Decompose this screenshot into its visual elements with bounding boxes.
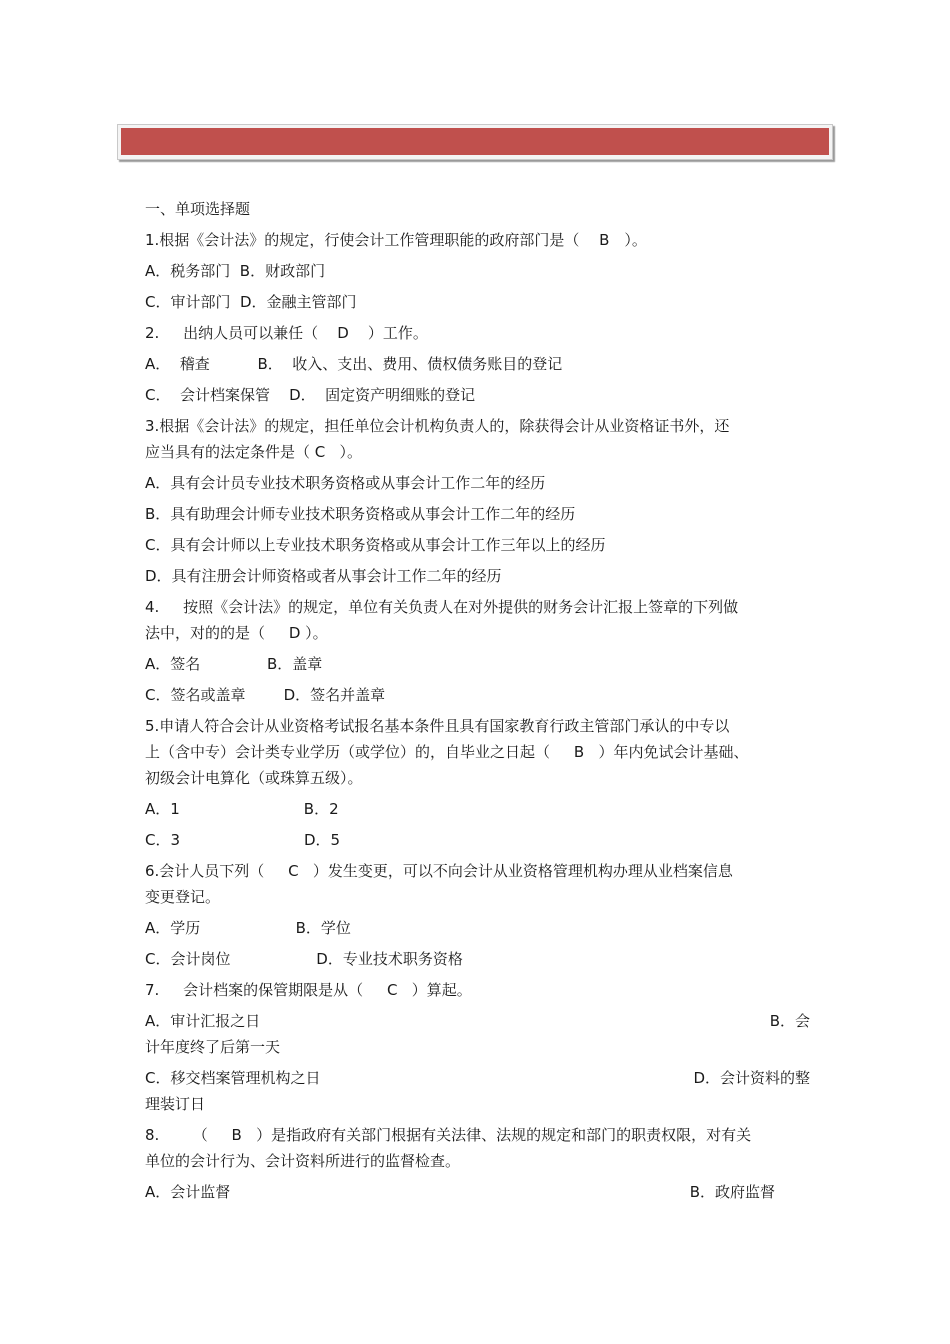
q7-options-ab	[145, 1008, 810, 1060]
q1-options-cd: C．审计部门 D．金融主管部门	[145, 293, 357, 311]
q7-option-d-cont: 理装订日	[145, 1095, 206, 1113]
q4-stem	[145, 594, 810, 646]
q7-stem: 7. 会计档案的保管期限是从（ C ）算起。	[145, 981, 472, 999]
q2-options-ab: A． 稽查 B． 收入、支出、费用、债权债务账目的登记	[145, 355, 563, 373]
q4-stem-line1: 4. 按照《会计法》的规定，单位有关负责人在对外提供的财务会计汇报上签章的下列做	[145, 598, 739, 616]
q8-option-b: B．政府监督	[689, 1183, 775, 1201]
q8-options-ab	[145, 1179, 810, 1205]
q6-stem	[145, 858, 810, 910]
q5-stem-line2: 上（含中专）会计类专业学历（或学位）的，自毕业之日起（ B ）年内免试会计基础、	[145, 743, 749, 761]
q2-stem: 2. 出纳人员可以兼任（ D ）工作。	[145, 324, 428, 342]
q6-options-ab: A．学历 B．学位	[145, 919, 351, 937]
q3-option-a: A．具有会计员专业技术职务资格或从事会计工作二年的经历	[145, 474, 546, 492]
q3-option-c: C．具有会计师以上专业技术职务资格或从事会计工作三年以上的经历	[145, 536, 606, 554]
q1-options-ab: A．税务部门 B．财政部门	[145, 262, 326, 280]
q4-stem-line2: 法中，对的的是（ D ）。	[145, 624, 328, 642]
q7-option-b: B．会	[769, 1012, 810, 1030]
q7-option-c: C．移交档案管理机构之日	[145, 1069, 321, 1087]
header-banner-fill	[121, 128, 829, 155]
q3-stem-line2: 应当具有的法定条件是（ C ）。	[145, 443, 363, 461]
header-banner	[117, 124, 833, 160]
q7-option-a: A．审计汇报之日	[145, 1012, 261, 1030]
q5-stem	[145, 713, 810, 791]
q5-options-cd: C．3 D．5	[145, 831, 341, 849]
q3-stem	[145, 413, 810, 465]
q5-options-ab: A．1 B．2	[145, 800, 339, 818]
q8-stem-line1: 8. （ B ）是指政府有关部门根据有关法律、法规的规定和部门的职责权限，对有关	[145, 1126, 752, 1144]
q3-option-d: D．具有注册会计师资格或者从事会计工作二年的经历	[145, 567, 502, 585]
q2-options-cd: C． 会计档案保管 D． 固定资产明细账的登记	[145, 386, 476, 404]
q7-option-b-cont: 计年度终了后第一天	[145, 1038, 281, 1056]
q6-stem-line2: 变更登记。	[145, 888, 221, 906]
q7-options-cd	[145, 1065, 810, 1117]
section-title: 一、单项选择题	[145, 200, 251, 218]
q1-stem: 1.根据《会计法》的规定，行使会计工作管理职能的政府部门是（ B ）。	[145, 231, 647, 249]
q8-option-a: A．会计监督	[145, 1183, 231, 1201]
q8-stem	[145, 1122, 810, 1174]
q4-options-ab: A．签名 B．盖章	[145, 655, 323, 673]
q5-stem-line1: 5.申请人符合会计从业资格考试报名基本条件且具有国家教育行政主管部门承认的中专以	[145, 717, 730, 735]
q6-options-cd: C．会计岗位 D．专业技术职务资格	[145, 950, 463, 968]
q3-option-b: B．具有助理会计师专业技术职务资格或从事会计工作二年的经历	[145, 505, 576, 523]
q4-options-cd: C．签名或盖章 D．签名并盖章	[145, 686, 386, 704]
q3-stem-line1: 3.根据《会计法》的规定，担任单位会计机构负责人的，除获得会计从业资格证书外，还	[145, 417, 730, 435]
q6-stem-line1: 6.会计人员下列（ C ）发生变更，可以不向会计从业资格管理机构办理从业档案信息	[145, 862, 733, 880]
q7-option-d: D．会计资料的整	[693, 1069, 810, 1087]
document-body	[145, 196, 810, 1205]
q8-stem-line2: 单位的会计行为、会计资料所进行的监督检查。	[145, 1152, 461, 1170]
q5-stem-line3: 初级会计电算化（或珠算五级）。	[145, 769, 363, 787]
